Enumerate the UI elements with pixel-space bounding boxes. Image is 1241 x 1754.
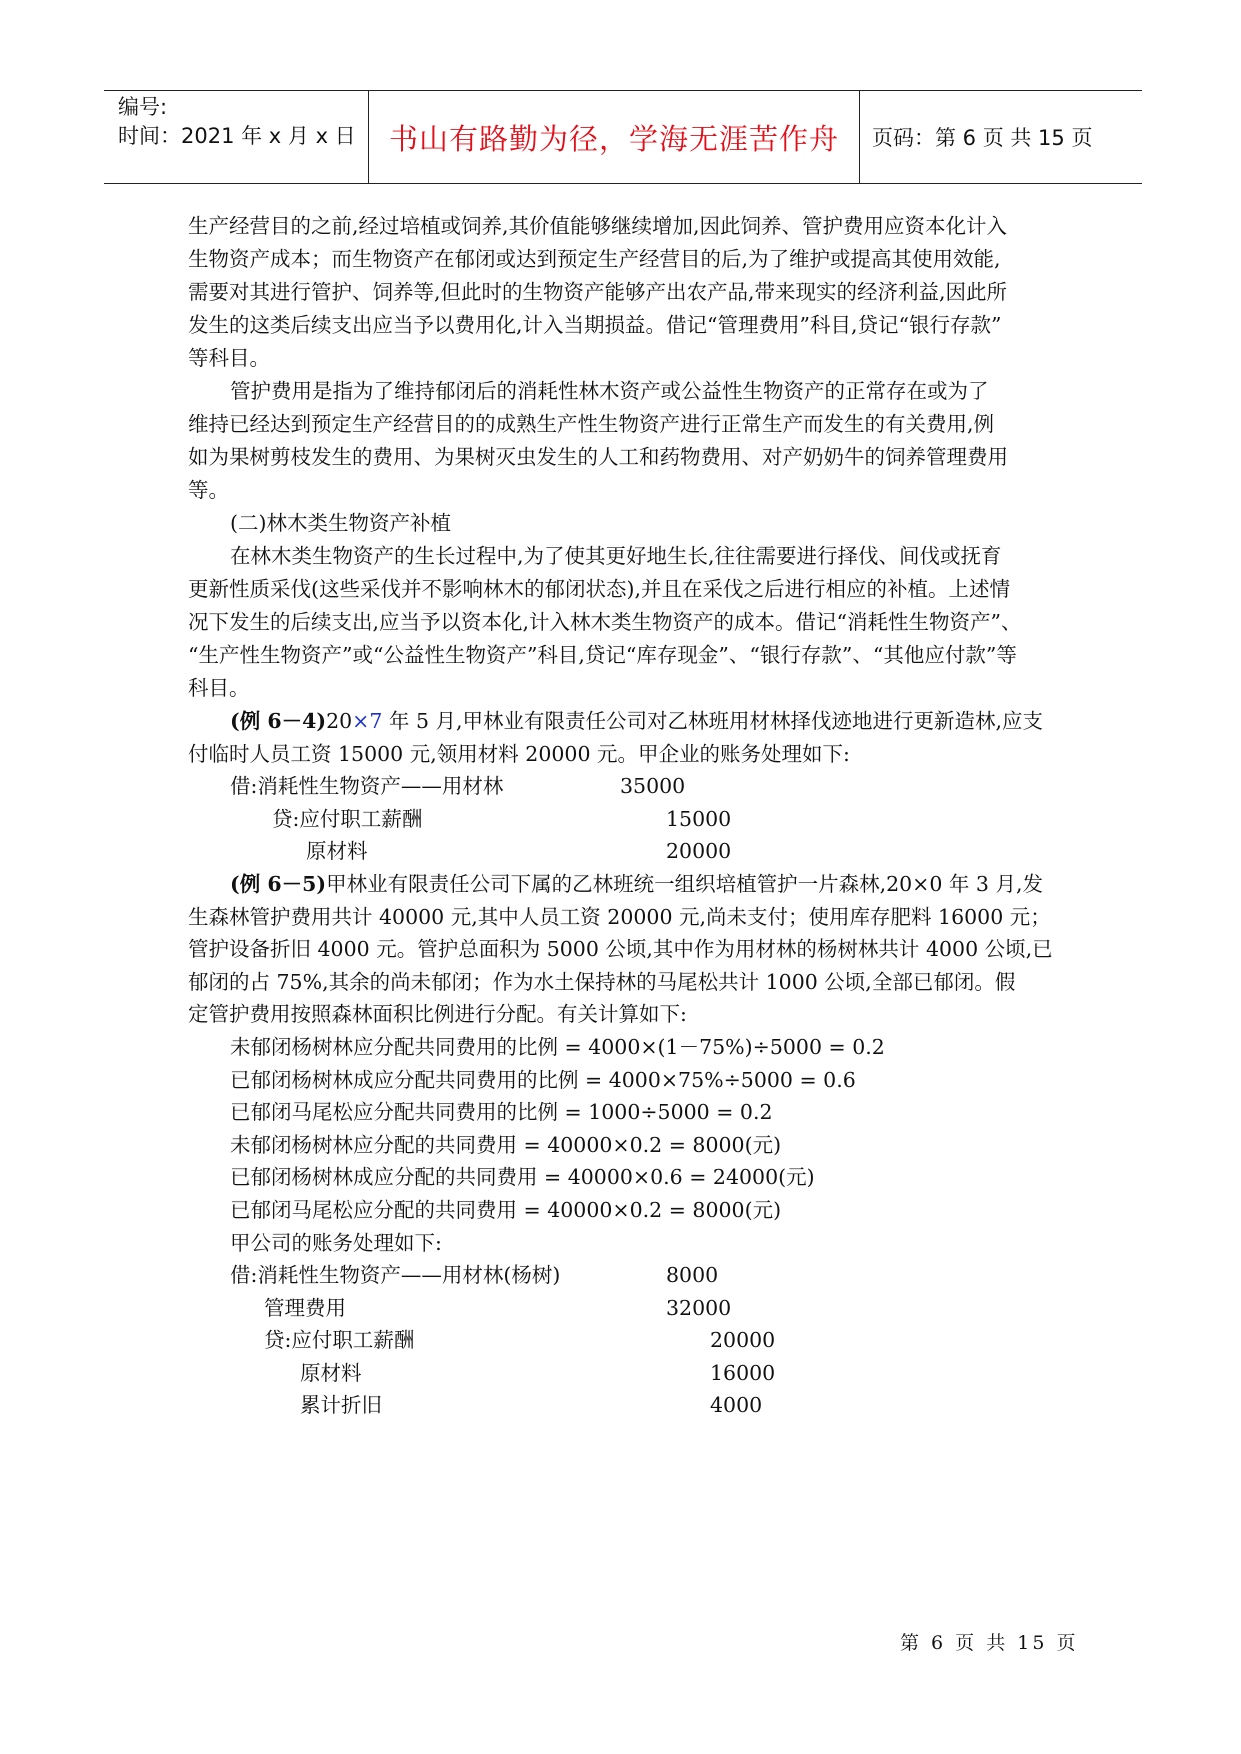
entry-amount: 32000 <box>666 1295 732 1320</box>
header-motto: 书山有路勤为径，学海无涯苦作舟 <box>368 91 860 183</box>
paragraph-1 <box>188 210 1058 375</box>
journal-entry-row <box>188 1292 1058 1325</box>
text-line: 况下发生的后续支出,应当予以资本化,计入林木类生物资产的成本。借记“消耗性生物资产”、 <box>188 610 1022 634</box>
text-line: 管护设备折旧 4000 元。管护总面积为 5000 公顷,其中作为用材林的杨树林共计 4000 公顷,已 <box>188 937 1053 962</box>
example-6-5 <box>188 868 1058 1422</box>
example-label: (例 6－5) <box>230 871 327 896</box>
text-line: 生物资产成本；而生物资产在郁闭或达到预定生产经营目的后,为了维护或提高其使用效能, <box>188 247 1001 271</box>
header-page-number: 页码：第 6 页 共 15 页 <box>872 126 1093 150</box>
entry-account: 累计折旧 <box>300 1393 382 1418</box>
text-line: 维持已经达到预定生产经营目的的成熟生产性生物资产进行正常生产而发生的有关费用,例 <box>188 412 995 436</box>
calc-line: 甲公司的账务处理如下: <box>230 1230 442 1255</box>
text-line: 定管护费用按照森林面积比例进行分配。有关计算如下: <box>188 1002 687 1027</box>
entry-amount: 4000 <box>710 1393 763 1418</box>
journal-entry-row <box>188 803 1058 836</box>
entry-amount: 16000 <box>710 1360 776 1385</box>
journal-entry-row <box>188 1357 1058 1390</box>
journal-entry-row <box>188 1389 1058 1422</box>
entry-account: 贷:应付职工薪酬 <box>272 806 423 831</box>
page-header <box>104 90 1142 184</box>
text-line: 发生的这类后续支出应当予以费用化,计入当期损益。借记“管理费用”科目,贷记“银行存款” <box>188 313 1002 337</box>
journal-entry-row <box>188 835 1058 868</box>
calc-line: 已郁闭马尾松应分配共同费用的比例 = 1000÷5000 = 0.2 <box>230 1100 773 1125</box>
entry-amount: 15000 <box>666 806 732 831</box>
paragraph-2 <box>188 375 1058 507</box>
calc-line: 未郁闭杨树林应分配的共同费用 = 40000×0.2 = 8000(元) <box>230 1132 782 1157</box>
journal-entry-row <box>188 1324 1058 1357</box>
example-6-4 <box>188 705 1058 868</box>
entry-account: 原材料 <box>306 839 368 864</box>
entry-account: 管理费用 <box>264 1295 346 1320</box>
entry-amount: 20000 <box>710 1328 776 1353</box>
text-line: “生产性生物资产”或“公益性生物资产”科目,贷记“库存现金”、“银行存款”、“其他应付款”等 <box>188 643 1017 667</box>
example-text: 甲林业有限责任公司下属的乙林班统一组织培植管护一片森林,20×0 年 3 月,发 <box>326 871 1044 896</box>
entry-amount: 35000 <box>620 774 686 799</box>
entry-account: 贷:应付职工薪酬 <box>264 1328 415 1353</box>
header-meta <box>104 91 368 183</box>
text-line: 付临时人员工资 15000 元,领用材料 20000 元。甲企业的账务处理如下: <box>188 741 850 766</box>
text-line: 生森林管护费用共计 40000 元,其中人员工资 20000 元,尚未支付；使用库存肥料 16000 元； <box>188 904 1051 929</box>
text-line: 需要对其进行管护、饲养等,但此时的生物资产能够产出农产品,带来现实的经济利益,因此所 <box>188 280 1008 304</box>
calc-line: 未郁闭杨树林应分配共同费用的比例 = 4000×(1－75%)÷5000 = 0.2 <box>230 1034 885 1059</box>
text-line: 郁闭的占 75%,其余的尚未郁闭；作为水土保持林的马尾松共计 1000 公顷,全部已郁闭。假 <box>188 969 1016 994</box>
entry-account: 借:消耗性生物资产——用材林(杨树) <box>230 1263 561 1288</box>
paragraph-3 <box>188 540 1058 705</box>
entry-amount: 8000 <box>666 1263 719 1288</box>
document-body <box>188 210 1058 1422</box>
text-line: 更新性质采伐(这些采伐并不影响林木的郁闭状态),并且在采伐之后进行相应的补植。上述情 <box>188 577 1011 601</box>
doc-time-label: 时间：2021 年 x 月 x 日 <box>118 124 356 148</box>
page-footer: 第 6 页 共 15 页 <box>900 1632 1079 1654</box>
text-line: 等。 <box>188 478 229 502</box>
example-label: (例 6－4) <box>230 709 327 733</box>
text-line: 管护费用是指为了维持郁闭后的消耗性林木资产或公益性生物资产的正常存在或为了 <box>230 379 989 403</box>
calc-line: 已郁闭马尾松应分配的共同费用 = 40000×0.2 = 8000(元) <box>230 1197 782 1222</box>
example-year-prefix: 20 <box>326 709 353 733</box>
entry-account: 原材料 <box>300 1360 362 1385</box>
example-intro-line <box>188 705 1058 738</box>
text-line: 生产经营目的之前,经过培植或饲养,其价值能够继续增加,因此饲养、管护费用应资本化计入 <box>188 214 1008 238</box>
example-year-suffix: ×7 <box>352 709 383 733</box>
entry-account: 借:消耗性生物资产——用材林 <box>230 774 504 799</box>
entry-amount: 20000 <box>666 839 732 864</box>
section-heading: (二)林木类生物资产补植 <box>230 511 451 535</box>
journal-entry-row <box>188 1259 1058 1292</box>
calc-line: 已郁闭杨树林成应分配的共同费用 = 40000×0.6 = 24000(元) <box>230 1165 815 1190</box>
text-line: 在林木类生物资产的生长过程中,为了使其更好地生长,往往需要进行择伐、间伐或抚育 <box>230 544 1002 568</box>
text-line: 科目。 <box>188 676 250 700</box>
calc-line: 已郁闭杨树林成应分配共同费用的比例 = 4000×75%÷5000 = 0.6 <box>230 1067 856 1092</box>
example-intro-line <box>188 868 1058 901</box>
doc-number-label: 编号: <box>118 95 168 119</box>
text-line: 如为果树剪枝发生的费用、为果树灭虫发生的人工和药物费用、对产奶奶牛的饲养管理费用 <box>188 445 1008 469</box>
text-line: 等科目。 <box>188 346 270 370</box>
example-text: 年 5 月,甲林业有限责任公司对乙林班用材林择伐迹地进行更新造林,应支 <box>382 709 1044 733</box>
journal-entry-row <box>188 770 1058 803</box>
